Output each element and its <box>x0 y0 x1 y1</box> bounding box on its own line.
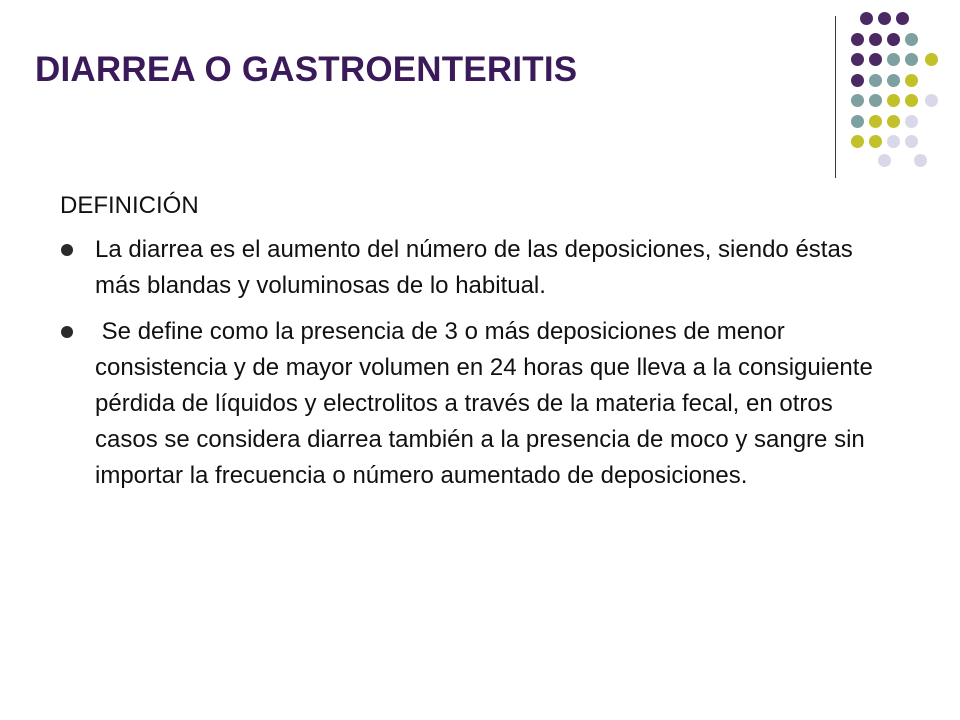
slide-title: DIARREA O GASTROENTERITIS <box>35 50 578 89</box>
decorative-dot <box>878 12 891 25</box>
bullet-icon <box>61 244 73 256</box>
decorative-dot <box>905 74 918 87</box>
decorative-dot <box>887 74 900 87</box>
slide-body <box>60 190 910 504</box>
decorative-dot <box>887 53 900 66</box>
decorative-dot <box>869 74 882 87</box>
bullet-text: La diarrea es el aumento del número de las deposiciones, siendo éstas más blandas y voluminosas de lo habitual. <box>95 236 853 300</box>
bullet-text: Se define como la presencia de 3 o más deposiciones de menor consistencia y de mayor volumen en 24 horas que lleva a la consiguiente pérdida de líquidos y electrolitos a través de la materia fecal, en otros casos se considera diarrea también a la presencia de moco y sangre sin importar la frecuencia o número aumentado de deposiciones. <box>95 318 880 490</box>
decorative-dot <box>869 135 882 148</box>
decorative-dot <box>869 94 882 107</box>
bullet-list <box>60 232 910 494</box>
decorative-dot <box>869 33 882 46</box>
section-heading: DEFINICIÓN <box>60 192 199 219</box>
decorative-dot <box>905 33 918 46</box>
decorative-dot <box>860 12 873 25</box>
decorative-dot <box>851 74 864 87</box>
bullet-item <box>60 232 910 304</box>
decorative-dot <box>925 94 938 107</box>
decorative-dot <box>905 115 918 128</box>
decorative-dot <box>887 115 900 128</box>
decorative-dot <box>851 33 864 46</box>
decorative-dot-grid <box>851 12 941 162</box>
decorative-dot <box>887 94 900 107</box>
decorative-dot <box>905 94 918 107</box>
decorative-dot <box>869 53 882 66</box>
decorative-dot <box>869 115 882 128</box>
decorative-dot <box>851 115 864 128</box>
decorative-dot <box>887 135 900 148</box>
decorative-dot <box>914 154 927 167</box>
decorative-dot <box>851 53 864 66</box>
decorative-dot <box>851 135 864 148</box>
decorative-dot <box>851 94 864 107</box>
decorative-dot <box>905 53 918 66</box>
decorative-divider <box>835 16 836 178</box>
decorative-dot <box>896 12 909 25</box>
decorative-dot <box>905 135 918 148</box>
decorative-dot <box>925 53 938 66</box>
bullet-item <box>60 314 910 494</box>
bullet-icon <box>61 326 73 338</box>
decorative-dot <box>878 154 891 167</box>
decorative-dot <box>887 33 900 46</box>
